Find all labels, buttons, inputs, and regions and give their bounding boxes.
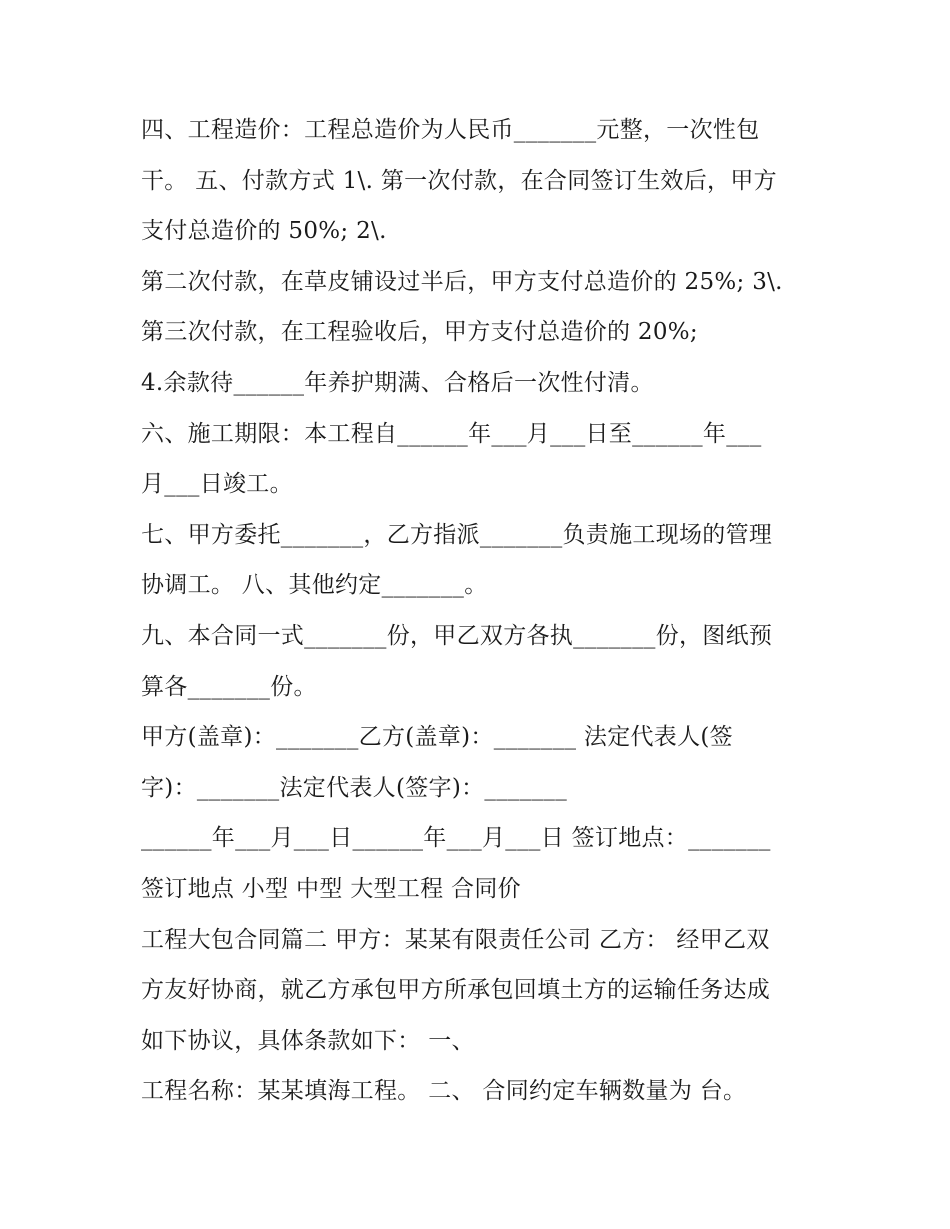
text-line-signing-dates: ______年___月___日______年___月___日 签订地点：_______ <box>141 825 771 852</box>
text-line-payment-method: 干。 五、付款方式 1\. 第一次付款，在合同签订生效后，甲方 <box>141 167 777 194</box>
text-line-signatures: 字)：_______法定代表人(签字)：_______ <box>141 774 568 801</box>
text-line-project-cost: 四、工程造价：工程总造价为人民币_______元整，一次性包 <box>141 117 760 143</box>
text-line-contract-two-parties: 工程大包合同篇二 甲方：某某有限责任公司 乙方： 经甲乙双 <box>141 926 770 953</box>
text-line-balance-payment: 4.余款待______年养护期满、合格后一次性付清。 <box>141 369 654 396</box>
text-line-other-terms: 协调工。 八、其他约定_______。 <box>141 572 488 599</box>
text-line-completion-date: 月___日竣工。 <box>141 471 293 498</box>
text-line-third-payment: 第三次付款，在工程验收后，甲方支付总造价的 20%; <box>141 319 698 346</box>
text-line-project-name: 工程名称：某某填海工程。 二、 合同约定车辆数量为 台。 <box>141 1078 747 1105</box>
text-line-first-payment: 支付总造价的 50%; 2\. <box>141 218 387 245</box>
text-line-signing-place: 签订地点 小型 中型 大型工程 合同价 <box>141 875 521 902</box>
text-line-copies: 九、本合同一式_______份，甲乙双方各执_______份，图纸预 <box>141 622 773 649</box>
document-body <box>141 105 821 1117</box>
text-line-seals: 甲方(盖章)：_______乙方(盖章)：_______ 法定代表人(签 <box>141 724 733 751</box>
text-line-terms-intro: 如下协议，具体条款如下： 一、 <box>141 1027 475 1054</box>
text-line-second-payment: 第二次付款，在草皮铺设过半后，甲方支付总造价的 25%; 3\. <box>141 268 783 295</box>
text-line-negotiation: 方友好协商，就乙方承包甲方所承包回填土方的运输任务达成 <box>141 977 771 1004</box>
text-line-budget-copies: 算各_______份。 <box>141 673 317 700</box>
text-line-construction-period: 六、施工期限：本工程自______年___月___日至______年___ <box>141 420 762 447</box>
text-line-site-management: 七、甲方委托_______，乙方指派_______负责施工现场的管理 <box>141 521 773 548</box>
